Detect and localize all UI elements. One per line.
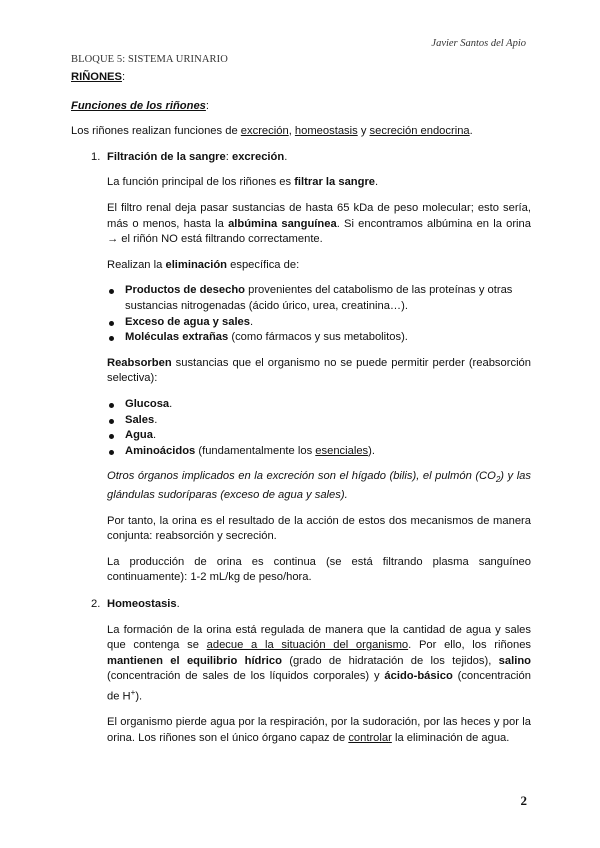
section-1-heading: 1. Filtración de la sangre: excreción.: [91, 150, 288, 163]
page-title: RIÑONES:: [71, 71, 126, 83]
paragraph: La formación de la orina está regulada de manera que la cantidad de agua y sales que contenga se adecue a la situación del organismo. Por ello, los riñones mantienen el equilibrio hídrico (grado de hidratación de los tejidos), salino (concentración de sales de los líquidos corporales) y ácido-básico (concentración de H+).: [107, 623, 532, 703]
paragraph: Por tanto, la orina es el resultado de la acción de estos dos mecanismos de manera conjunta: reabsorción y secreción.: [107, 514, 531, 543]
term-secrecion: secreción endocrina: [369, 125, 470, 138]
list-item: Agua.: [107, 428, 531, 444]
elimination-list: [71, 283, 531, 345]
list-item: Exceso de agua y sales.: [107, 315, 531, 331]
author-header: Javier Santos del Apio: [431, 38, 526, 49]
italic-note: Otros órganos implicados en la excreción son el hígado (bilis), el pulmón $(CO_2)$ y las glándulas sudoríparas (exceso de agua y sales).: [107, 470, 531, 502]
paragraph: El filtro renal deja pasar sustancias de hasta 65 kDa de peso molecular; esto sería, más o menos, hasta la albúmina sanguínea. Si encontramos albúmina en la orina → el riñón NO está filtrando correctamente.: [107, 201, 531, 246]
term-excrecion: excreción: [240, 125, 289, 138]
section-2-heading: 2. Homeostasis.: [91, 598, 180, 611]
subtitle-text: Funciones de los riñones: [71, 99, 206, 112]
paragraph: Reabsorben sustancias que el organismo no se puede permitir perder (reabsorción selectiva):: [107, 356, 531, 385]
page-content: [71, 70, 531, 747]
list-item: Aminoácidos (fundamentalmente los esenciales).: [107, 444, 531, 460]
intro-paragraph: Los riñones realizan funciones de excreción, homeostasis y secreción endocrina.: [71, 125, 473, 138]
paragraph: El organismo pierde agua por la respiración, por la sudoración, por las heces y por la orina. Los riñones son el único órgano capaz de controlar la eliminación de agua.: [107, 716, 531, 744]
list-item: Moléculas extrañas (como fármacos y sus metabolitos).: [107, 330, 531, 346]
section-subtitle: Funciones de los riñones:: [71, 99, 210, 112]
reabsorption-list: [71, 397, 531, 459]
paragraph: Realizan la eliminación específica de:: [107, 258, 300, 271]
list-item: Productos de desecho provenientes del catabolismo de las proteínas y otras sustancias nitrogenadas (ácido úrico, urea, creatinina…).: [107, 283, 531, 314]
bloque-header: BLOQUE 5: SISTEMA URINARIO: [71, 54, 228, 65]
paragraph: La producción de orina es continua (se está filtrando plasma sanguíneo continuamente): 1-2 mL/kg de peso/hora.: [107, 555, 531, 584]
list-item: Sales.: [107, 413, 531, 429]
title-text: RIÑONES: [71, 71, 122, 83]
paragraph: La función principal de los riñones es filtrar la sangre.: [107, 176, 379, 189]
list-item: Glucosa.: [107, 397, 531, 413]
term-homeostasis: homeostasis: [294, 125, 358, 138]
page-number: 2: [520, 793, 527, 808]
